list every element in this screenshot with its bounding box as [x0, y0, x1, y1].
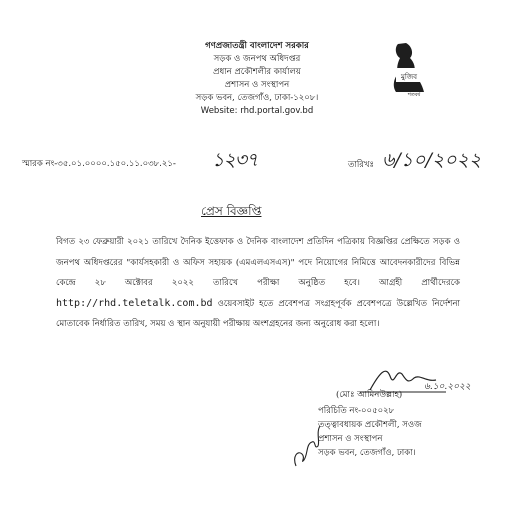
letterhead-website: Website: rhd.portal.gov.bd: [200, 106, 314, 116]
press-release-body: [56, 232, 460, 335]
letterhead-address: সড়ক ভবন, তেজগাঁও, ঢাকা-১২০৮।: [195, 93, 319, 103]
signatory-office: প্রশাসন ও সংস্থাপন: [318, 434, 383, 444]
letterhead-govt: গণপ্রজাতন্ত্রী বাংলাদেশ সরকার: [205, 41, 309, 51]
date-handwritten: ৬/১০/২০২২: [382, 149, 482, 171]
signatory-designation: তত্ত্বাবধায়ক প্রকৌশলী, সওজ: [318, 420, 422, 430]
press-release-title: প্রেস বিজ্ঞপ্তি: [201, 204, 262, 218]
svg-text:শতবর্ষ: শতবর্ষ: [407, 92, 421, 98]
letterhead: [130, 40, 384, 118]
signatory-id: পরিচিতি নং-০০৫০২৮: [318, 406, 395, 416]
letterhead-department: সড়ক ও জনপথ অধিদপ্তর: [213, 54, 301, 64]
body-text-part-1: বিগত ২৩ ফেব্রুয়ারী ২০২১ তারিখে দৈনিক ইত্তেফাক ও দৈনিক বাংলাদেশ প্রতিদিন পত্রিকায় বিজ্ঞপ্তির প্রেক্ষিতে সড়ক ও জনপথ অধিদপ্তরের "কার্যসহকারী ও অফিস সহায়ক (এমএলএসএস)" পদে নিয়োগের নিমিত্তে আবেদনকারীদের বিভিন্ন কেন্দ্রে ২৮ অক্টোবর ২০২২ তারিখে পরীক্ষা অনুষ্ঠিত হবে। আগ্রহী প্রার্থীদেরকে: [56, 237, 460, 288]
teletalk-link[interactable]: http://rhd.teletalk.com.bd: [56, 297, 213, 309]
memo-number-label: স্মারক নং-৩৫.০১.০০০০.১৫০.১১.০৩৮.২১-: [22, 159, 176, 169]
letterhead-office: প্রধান প্রকৌশলীর কার্যালয়: [213, 67, 301, 77]
signatory-name: (মোঃ আমিনউল্লাহ): [336, 390, 403, 400]
initial-scribble: [288, 420, 324, 470]
date-label: তারিখঃ: [348, 160, 375, 170]
letterhead-section: প্রশাসন ও সংস্থাপন: [224, 80, 290, 90]
signatory-address: সড়ক ভবন, তেজগাঁও, ঢাকা।: [318, 448, 416, 458]
memo-number-handwritten: ১২৩৭: [212, 149, 258, 171]
mujib-borsho-logo: [384, 38, 436, 98]
logo-lettering: মুজিব: [400, 73, 418, 81]
signature-date: ৬.১০.২০২২: [424, 382, 471, 392]
body-text-part-2: ওয়েবসাইট হতে প্রবেশপত্র সংগ্রহপূর্বক প্রবেশপত্রে উল্লেখিত নির্দেশনা মোতাবেক নির্ধারিত তারিখ, সময় ও স্থান অনুযায়ী পরীক্ষায় অংশগ্রহনের জন্য অনুরোধ করা হলো।: [56, 298, 460, 329]
